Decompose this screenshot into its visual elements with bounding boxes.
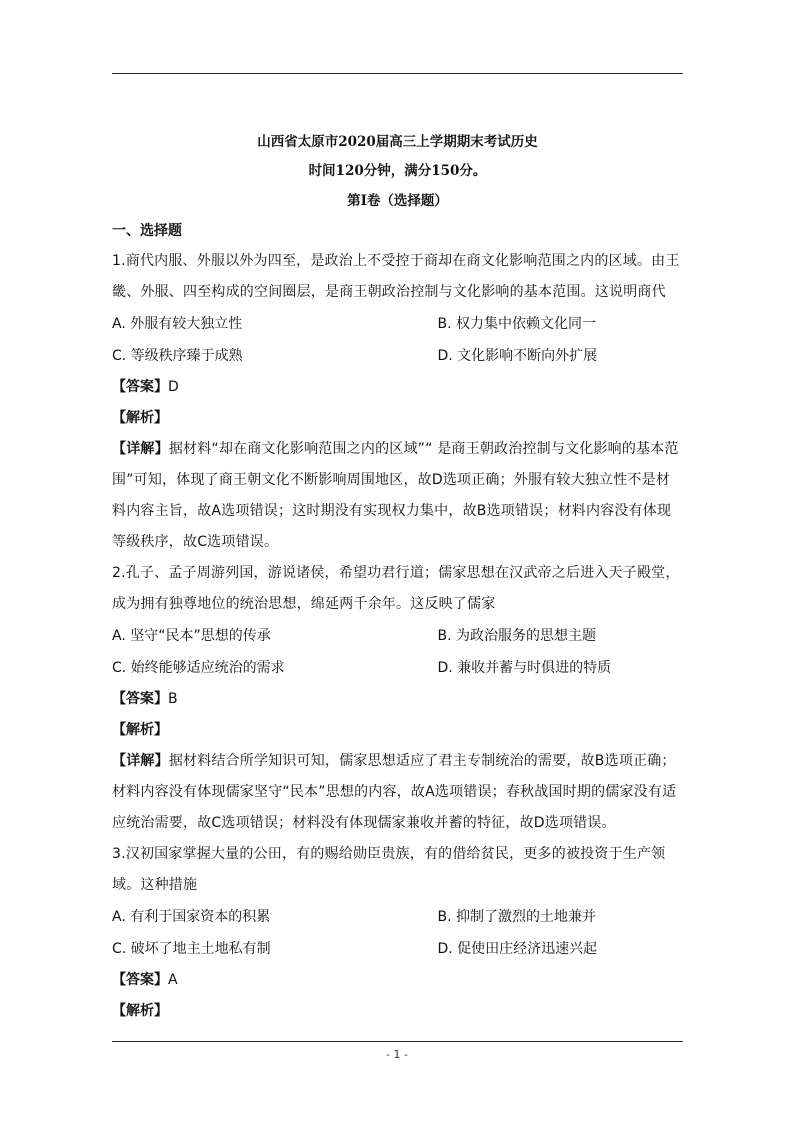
section-heading: 一、选择题 [112,223,182,239]
answer-value: D [168,379,179,395]
answer-value: A [168,972,178,988]
question-stem: 2.孔子、孟子周游列国，游说诸侯，希望功君行道；儒家思想在汉武帝之后进入天子殿堂，成为拥有独尊地位的统治思想，绵延两千余年。这反映了儒家 [112,565,680,612]
page-number: - 1 - [386,1048,408,1061]
detail-label: 【详解】 [112,753,169,769]
option: C. 等级秩序臻于成熟 [112,348,243,364]
question-block [112,839,683,1027]
detail-paragraph [112,434,683,558]
detail-text: 据材料“却在商文化影响范围之内的区域”“ 是商王朝政治控制与文化影响的基本范围”可知，体现了商王朝文化不断影响周围地区，故D选项正确；外服有较大独立性不是材料内容主旨，故A选项错误；这时期没有实现权力集中，故B选项错误；材料内容没有体现等级秩序，故C选项错误。 [112,441,679,550]
analysis-label: 【解析】 [112,410,168,426]
option: A. 外服有较大独立性 [112,316,243,332]
option: C. 破坏了地主土地私有制 [112,941,271,957]
document-title: 山西省太原市2020届高三上学期期末考试历史 [257,134,538,150]
detail-text: 据材料结合所学知识可知，儒家思想适应了君主专制统治的需要，故B选项正确；材料内容没有体现儒家坚守“民本”思想的内容，故A选项错误；春秋战国时期的儒家没有适应统治需要，故C选项错误；材料没有体现儒家兼收并蓄的特征，故D选项错误。 [112,753,677,831]
analysis-label: 【解析】 [112,722,168,738]
option: B. 为政治服务的思想主题 [437,628,597,644]
option: B. 权力集中依赖文化同一 [437,316,597,332]
option: C. 始终能够适应统治的需求 [112,660,285,676]
answer-line [112,684,683,715]
question-stem: 3.汉初国家掌握大量的公田，有的赐给勋臣贵族，有的借给贫民，更多的被投资于生产领域。这种措施 [112,846,666,893]
answer-line [112,965,683,996]
question-stem: 1.商代内服、外服以外为四至，是政治上不受控于商却在商文化影响范围之内的区域。由王畿、外服、四至构成的空间圈层，是商王朝政治控制与文化影响的基本范围。这说明商代 [112,253,680,300]
volume-heading: 第I卷（选择题） [347,193,448,209]
answer-value: B [168,691,178,707]
option: D. 兼收并蓄与时俱进的特质 [437,660,612,676]
answer-line [112,372,683,403]
options-grid [112,620,683,684]
question-block [112,558,683,839]
options-grid [112,901,683,965]
option: A. 坚守“民本”思想的传承 [112,628,271,644]
detail-paragraph [112,746,683,839]
header-rule [112,73,683,74]
footer-rule [112,1041,683,1042]
document-subtitle: 时间120分钟，满分150分。 [308,163,487,179]
question-block [112,246,683,558]
document-body [112,128,683,1027]
detail-label: 【详解】 [112,441,169,457]
answer-label: 【答案】 [112,379,168,395]
answer-label: 【答案】 [112,691,168,707]
option: D. 促使田庄经济迅速兴起 [437,941,598,957]
option: A. 有利于国家资本的积累 [112,909,271,925]
answer-label: 【答案】 [112,972,168,988]
option: D. 文化影响不断向外扩展 [437,348,598,364]
option: B. 抑制了激烈的土地兼并 [437,909,597,925]
options-grid [112,308,683,372]
analysis-label: 【解析】 [112,1003,168,1019]
